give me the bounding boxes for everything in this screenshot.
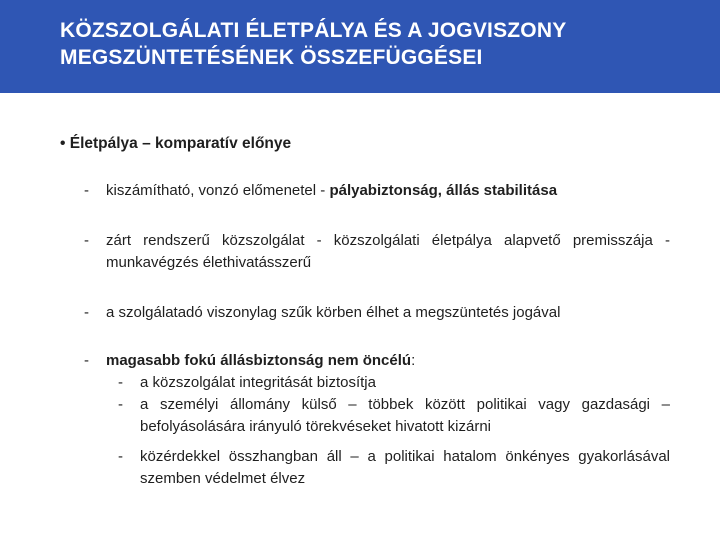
dash-marker: - <box>84 182 89 199</box>
slide-title-line-1: KÖZSZOLGÁLATI ÉLETPÁLYA ÉS A JOGVISZONY <box>60 19 567 42</box>
list-item <box>84 302 670 324</box>
list-item-text: a szolgálatadó viszonylag szűk körben élhet a megszüntetés jogával <box>106 304 561 321</box>
sub-list-item <box>118 372 670 394</box>
sub-list-item-text: a személyi állomány külső – többek között politikai vagy gazdasági – befolyásolására irányuló törekvéseket hivatott kizárni <box>140 396 670 435</box>
item-colon: : <box>411 352 416 369</box>
item-bold-text: magasabb fokú állásbiztonság nem öncélú <box>106 352 412 369</box>
list-item <box>84 230 670 274</box>
slide-title-line-2: MEGSZÜNTETÉSÉNEK ÖSSZEFÜGGÉSEI <box>60 46 483 69</box>
item-bold-text: pályabiztonság, állás stabilitása <box>329 182 558 199</box>
main-bullet: • Életpálya – komparatív előnye <box>60 135 292 152</box>
dash-marker: - <box>84 352 89 369</box>
dash-marker: - <box>118 396 123 413</box>
sub-list-item <box>118 394 670 438</box>
list-item-text: zárt rendszerű közszolgálat - közszolgálati életpálya alapvető premisszája - munkavégzés élethivatásszerű <box>106 232 670 271</box>
list-item-text <box>106 180 670 202</box>
sub-list-item <box>118 446 670 490</box>
list-item <box>84 350 670 372</box>
sub-list-item-text: közérdekkel összhangban áll – a politikai hatalom önkényes gyakorlásával szemben védelmet élvez <box>140 448 670 487</box>
dash-marker: - <box>118 374 123 391</box>
list-item <box>84 180 670 202</box>
dash-marker: - <box>84 232 89 249</box>
list-item-text <box>106 350 670 372</box>
dash-marker: - <box>84 304 89 321</box>
dash-marker: - <box>118 448 123 465</box>
sub-list-item-text: a közszolgálat integritását biztosítja <box>140 374 376 391</box>
item-plain-text: kiszámítható, vonzó előmenetel - <box>106 182 330 199</box>
